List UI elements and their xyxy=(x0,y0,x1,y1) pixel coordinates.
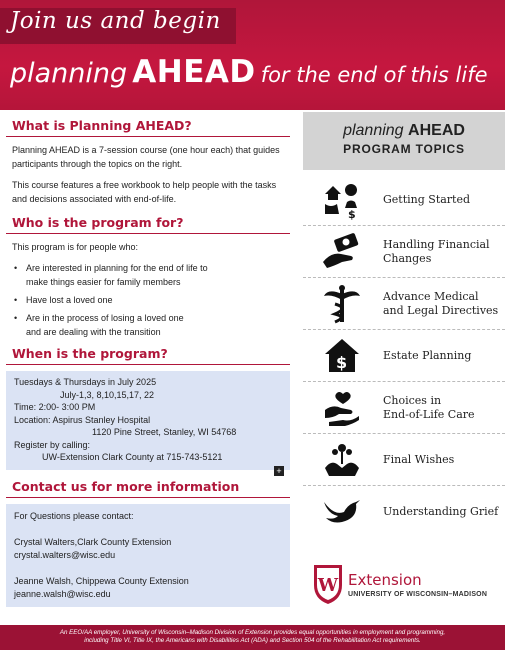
banner-title xyxy=(10,54,488,90)
contact-2-email[interactable]: jeanne.walsh@wisc.edu xyxy=(14,588,111,599)
topic-advance-directives xyxy=(303,278,505,330)
banner-title-tail: for the end of this life xyxy=(260,63,488,87)
contact-box xyxy=(6,504,290,607)
schedule-register: Register by calling: xyxy=(14,439,91,450)
topic-label: Final Wishes xyxy=(383,453,455,466)
when-heading: When is the program? xyxy=(6,344,290,365)
schedule-time: Time: 2:00- 3:00 PM xyxy=(14,402,96,412)
topic-label: Estate Planning xyxy=(383,349,472,362)
uw-crest-icon xyxy=(312,563,344,605)
contact-1-name: Crystal Walters,Clark County Extension xyxy=(14,536,172,547)
topic-getting-started xyxy=(303,174,505,226)
house-dollar-icon xyxy=(321,336,363,376)
footer-line-2: including Title VI, Title IX, the Americans with Disabilities Act (ADA) and Section 504 of the Rehabilitation Act requirements. xyxy=(84,637,421,644)
schedule-location: Location: Aspirus Stanley Hospital xyxy=(14,414,151,425)
footer-line-1: An EEO/AA employer, University of Wisconsin–Madison Division of Extension provides equal opportunities in employment and programming, xyxy=(59,629,446,636)
topic-label: Advance Medical and Legal Directives xyxy=(383,290,499,317)
topics-head-planning: planning xyxy=(343,122,404,139)
what-heading: What is Planning AHEAD? xyxy=(6,116,290,137)
schedule-phone: UW-Extension Clark County at 715-743-5121 xyxy=(42,452,223,462)
eeo-footer xyxy=(0,625,505,650)
who-intro: This program is for people who: xyxy=(12,242,139,252)
topic-understanding-grief xyxy=(303,486,505,538)
topics-head-ahead: AHEAD xyxy=(408,122,465,139)
svg-text:$: $ xyxy=(348,208,356,220)
schedule-dates: July-1,3, 8,10,15,17, 22 xyxy=(60,389,155,400)
topics-head-subtitle: PROGRAM TOPICS xyxy=(343,142,465,156)
schedule-box xyxy=(6,371,290,476)
list-item: • Have lost a loved one xyxy=(12,293,284,307)
getting-started-icon xyxy=(321,180,363,220)
topic-label: Choices in End-of-Life Care xyxy=(383,394,475,421)
topic-label: Getting Started xyxy=(383,193,471,206)
contact-heading: Contact us for more information xyxy=(6,477,290,498)
topic-estate-planning xyxy=(303,330,505,382)
what-paragraph-1: Planning AHEAD is a 7-session course (one hour each) that guides participants through the topics on the right. xyxy=(12,145,280,169)
what-paragraph-2: This course features a free workbook to help people with the tasks and decisions associated with end-of-life. xyxy=(12,180,277,204)
topic-label: Handling Financial Changes xyxy=(383,238,490,265)
contact-2-name: Jeanne Walsh, Chippewa County Extension xyxy=(14,575,189,586)
svg-text:W: W xyxy=(317,575,339,596)
banner-script-line: Join us and begin xyxy=(10,8,221,34)
extension-subtitle: UNIVERSITY OF WISCONSIN–MADISON xyxy=(348,591,488,598)
extension-title: Extension xyxy=(348,571,422,589)
flower-hands-icon xyxy=(321,440,363,480)
list-item: • Are in the process of losing a loved one and are dealing with the transition xyxy=(12,311,284,339)
banner-title-planning: planning xyxy=(10,58,128,89)
who-bullet-list xyxy=(6,261,290,339)
who-heading: Who is the program for? xyxy=(6,213,290,234)
topic-label: Understanding Grief xyxy=(383,505,499,518)
contact-intro: For Questions please contact: xyxy=(14,510,134,521)
topics-header xyxy=(303,112,505,170)
topic-handling-financial-changes xyxy=(303,226,505,278)
banner-title-ahead: AHEAD xyxy=(132,54,256,90)
uw-extension-logo xyxy=(312,563,502,607)
money-hand-icon xyxy=(321,232,363,272)
bird-icon xyxy=(321,492,363,532)
topic-final-wishes xyxy=(303,434,505,486)
caring-hands-icon xyxy=(321,388,363,428)
topic-end-of-life-care xyxy=(303,382,505,434)
contact-1-email[interactable]: crystal.walters@wisc.edu xyxy=(14,549,116,560)
schedule-days: Tuesdays & Thursdays in July 2025 xyxy=(14,377,157,387)
left-column xyxy=(6,116,290,607)
svg-text:$: $ xyxy=(336,353,348,372)
schedule-address: 1120 Pine Street, Stanley, WI 54768 xyxy=(92,427,237,437)
header-banner xyxy=(0,0,505,110)
caduceus-icon xyxy=(321,284,363,324)
expand-plus-icon[interactable]: + xyxy=(274,466,284,476)
list-item: • Are interested in planning for the end of life to make things easier for family members xyxy=(12,261,284,289)
program-topics-panel xyxy=(303,112,505,615)
